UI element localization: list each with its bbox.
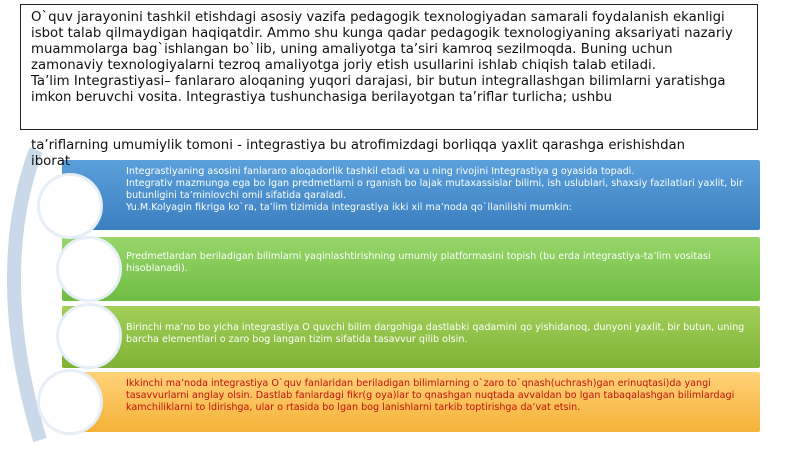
band4-text: Ikkinchi ma’noda integrastiya O`quv fanlaridan beriladigan bilimlarning o`zaro to`qnash(uchrash)gan erinuqtasi)da yangi tasavvurlarni anglay olsin. Dastlab fanlardagi fikr(g oya)lar to qnashgan nuqtada avvaldan bo lgan tabaqalashgan bilimlardagi kamchiliklarni to ldirishga, ular o rtasida bo lgan bog lanishlarni tarkib toptirishga da’vat etsin.: [126, 378, 735, 413]
band2-text: Predmetlardan beriladigan bilimlarni yaqinlashtirishning umumiy platformasini topish (bu erda integrastiya-ta’lim vositasi hisoblanadi).: [126, 251, 711, 274]
intro-textbox: [20, 4, 758, 130]
list-item-1: [62, 160, 760, 230]
intro-paragraph-1: O`quv jarayonini tashkil etishdagi asosiy vazifa pedagogik texnologiyadan samarali foydalanish ekanligi isbot talab qilmaydigan haqiqatdir. Ammo shu kunga qadar pedagogik texnologiyaning aksariyati nazariy muammolarga bag`ishlangan bo`lib, uning amaliyotga ta’siri kamroq sezilmoqda. Buning uchun zamonaviy texnologiyalarni tezroq amaliyotga joriy etish usullarini ishlab chiqish talab etiladi.: [31, 10, 733, 74]
list-item-3: [62, 306, 760, 368]
band1-line3: Yu.M.Kolyagin fikriga ko`ra, ta’lim tizimida integrastiya ikki xil ma’noda qo`llanilishi mumkin:: [126, 202, 572, 213]
band1-line2: Integrativ mazmunga ega bo lgan predmetlarni o rganish bo lajak mutaxassislar bilimi, ish uslublari, shaxsiy fazilatlari yaxlit, bir butunligini ta’minlovchi omil sifatida qaraladi.: [126, 178, 743, 201]
bullet-circle-3: [59, 306, 119, 366]
band3-text: Birinchi ma’no bo yicha integrastiya O quvchi bilim dargohiga dastlabki qadamini qo yishidanoq, dunyoni yaxlit, bir butun, uning barcha elementlari o zaro bog langan tizim sifatida tasavvur qilib olsin.: [126, 322, 745, 345]
intro-paragraph-2: Ta’lim Integrastiyasi– fanlararo aloqaning yuqori darajasi, bir butun integrallashgan bilimlarni yaratishga imkon beruvchi vosita. Integrastiya tushunchasiga berilayotgan ta’riflar turlicha; ushbu: [31, 74, 726, 106]
bullet-circle-4: [40, 372, 100, 432]
bullet-circle-2: [59, 239, 119, 299]
list-item-2: [62, 237, 760, 301]
intro-overflow-line2: iborat: [31, 154, 71, 170]
band1-line1: Integrastiyaning asosini fanlararo aloqadorlik tashkil etadi va u ning rivojini Integrastiya g oyasida topadi.: [126, 166, 635, 177]
intro-overflow-line1: ta’riflarning umumiylik tomoni - integrastiya bu atrofimizdagi borliqqa yaxlit qarashga erishishdan: [31, 138, 686, 153]
bullet-circle-1: [40, 176, 100, 236]
list-item-4: [62, 372, 760, 432]
intro-overflow-text: [31, 138, 751, 170]
